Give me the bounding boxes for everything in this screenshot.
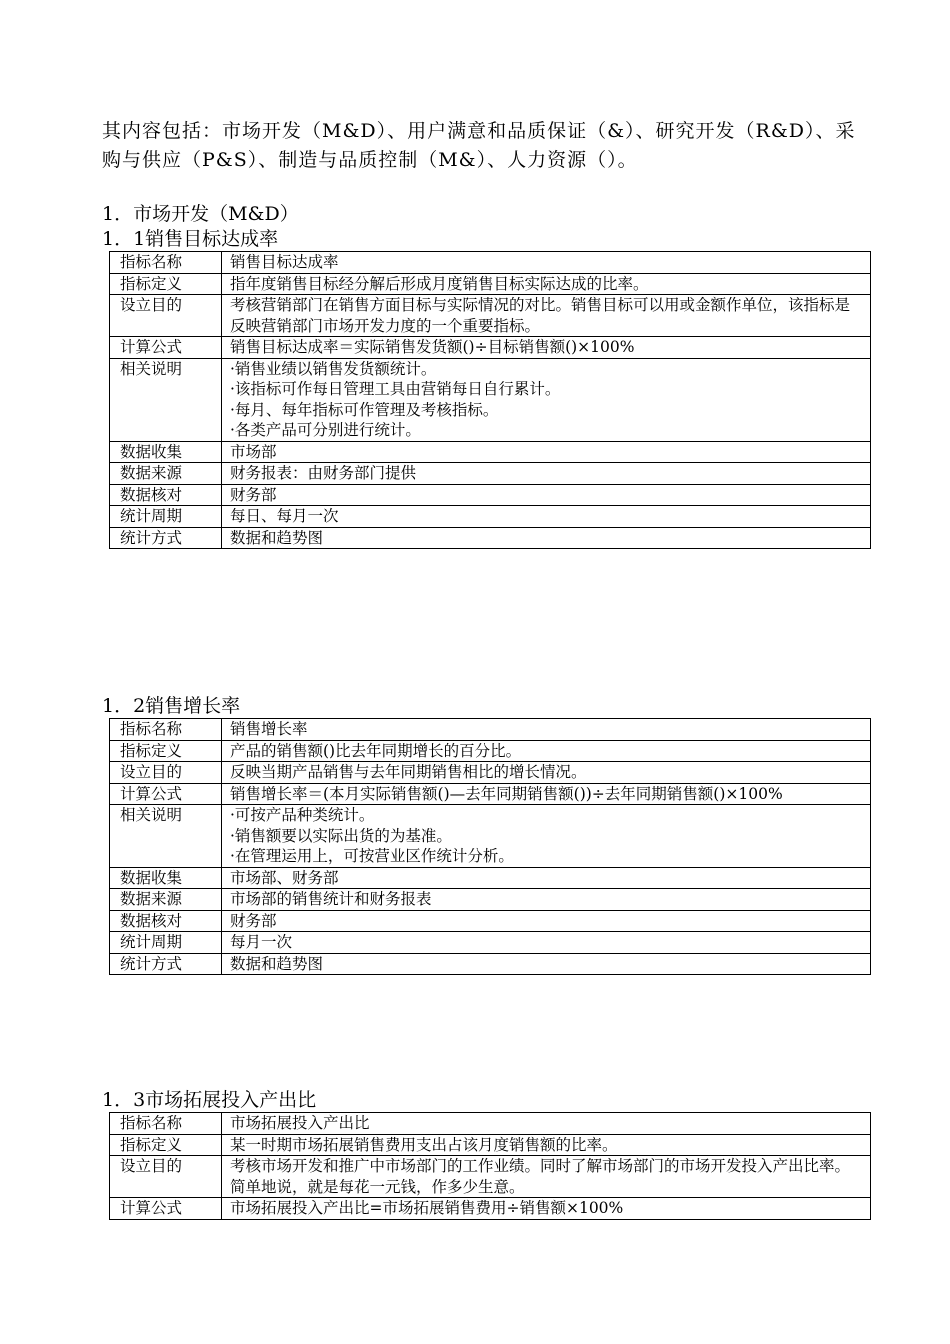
row-value: 销售增长率＝(本月实际销售额()—去年同期销售额())÷去年同期销售额()×100% [222, 783, 871, 805]
note-item: ·可按产品种类统计。 [230, 806, 375, 824]
row-value: 市场部的销售统计和财务报表 [222, 889, 871, 911]
row-value: 市场部 [222, 441, 871, 463]
table-row [110, 527, 871, 549]
row-label: 指标名称 [110, 1113, 222, 1135]
note-item: ·各类产品可分别进行统计。 [230, 421, 421, 439]
row-value: 考核市场开发和推广中市场部门的工作业绩。同时了解市场部门的市场开发投入产出比率。简单地说，就是每花一元钱，作多少生意。 [222, 1156, 871, 1198]
note-item: ·销售业绩以销售发货额统计。 [230, 359, 437, 378]
row-value: 销售目标达成率 [222, 252, 871, 274]
row-value: 某一时期市场拓展销售费用支出占该月度销售额的比率。 [222, 1134, 871, 1156]
row-label: 设立目的 [110, 295, 222, 337]
table-row [110, 783, 871, 805]
row-value: 指年度销售目标经分解后形成月度销售目标实际达成的比率。 [222, 273, 871, 295]
row-label: 指标名称 [110, 719, 222, 741]
row-label: 数据来源 [110, 889, 222, 911]
row-label: 数据收集 [110, 441, 222, 463]
row-value: 市场拓展投入产出比=市场拓展销售费用÷销售额×100% [222, 1198, 871, 1220]
table-row [110, 889, 871, 911]
row-value: 销售目标达成率＝实际销售发货额()÷目标销售额()×100% [222, 337, 871, 359]
table-row [110, 805, 871, 868]
note-item: ·该指标可作每日管理工具由营销每日自行累计。 [230, 380, 561, 398]
row-value: 每月一次 [222, 932, 871, 954]
row-label: 统计方式 [110, 527, 222, 549]
subsection-heading-market-expansion-ratio: 1．3市场拓展投入产出比 [102, 1089, 317, 1111]
row-value: 每日、每月一次 [222, 506, 871, 528]
row-label: 统计周期 [110, 506, 222, 528]
row-label: 计算公式 [110, 337, 222, 359]
kpi-table-sales-target-rate [109, 251, 871, 549]
row-value: 财务部 [222, 484, 871, 506]
row-label: 指标定义 [110, 273, 222, 295]
row-label: 数据来源 [110, 463, 222, 485]
table-row [110, 252, 871, 274]
row-label: 指标定义 [110, 1134, 222, 1156]
table-row [110, 337, 871, 359]
row-value: 产品的销售额()比去年同期增长的百分比。 [222, 740, 871, 762]
table-row [110, 1134, 871, 1156]
table-row [110, 463, 871, 485]
row-label: 计算公式 [110, 783, 222, 805]
subsection-heading-sales-target-rate: 1．1销售目标达成率 [102, 228, 279, 250]
row-value-notes [222, 805, 871, 868]
table-row [110, 484, 871, 506]
table-row [110, 740, 871, 762]
row-value: 考核营销部门在销售方面目标与实际情况的对比。销售目标可以用或金额作单位，该指标是反映营销部门市场开发力度的一个重要指标。 [222, 295, 871, 337]
row-label: 相关说明 [110, 805, 222, 868]
row-label: 指标名称 [110, 252, 222, 274]
row-value: 反映当期产品销售与去年同期销售相比的增长情况。 [222, 762, 871, 784]
table-row [110, 932, 871, 954]
row-label: 数据收集 [110, 867, 222, 889]
table-row [110, 1113, 871, 1135]
row-value: 财务报表：由财务部门提供 [222, 463, 871, 485]
row-label: 计算公式 [110, 1198, 222, 1220]
row-label: 统计方式 [110, 953, 222, 975]
table-row [110, 762, 871, 784]
table-row [110, 295, 871, 337]
table-row [110, 441, 871, 463]
table-row [110, 1198, 871, 1220]
table-row [110, 910, 871, 932]
row-value-notes [222, 358, 871, 441]
row-value: 市场拓展投入产出比 [222, 1113, 871, 1135]
row-label: 指标定义 [110, 740, 222, 762]
note-item: ·销售额要以实际出货的为基准。 [230, 826, 452, 845]
row-label: 设立目的 [110, 762, 222, 784]
row-label: 设立目的 [110, 1156, 222, 1198]
table-row [110, 506, 871, 528]
table-row [110, 867, 871, 889]
row-label: 相关说明 [110, 358, 222, 441]
row-value: 销售增长率 [222, 719, 871, 741]
intro-paragraph: 其内容包括：市场开发（M&D）、用户满意和品质保证（&）、研究开发（R&D）、采购与供应（P&S）、制造与品质控制（M&）、人力资源（）。 [102, 120, 856, 171]
table-row [110, 953, 871, 975]
table-row [110, 1156, 871, 1198]
row-value: 数据和趋势图 [222, 953, 871, 975]
table-row [110, 719, 871, 741]
kpi-table-market-expansion-ratio [109, 1112, 871, 1220]
row-value: 市场部、财务部 [222, 867, 871, 889]
table-row [110, 358, 871, 441]
subsection-heading-sales-growth-rate: 1．2销售增长率 [102, 695, 241, 717]
kpi-table-sales-growth-rate [109, 718, 871, 975]
table-row [110, 273, 871, 295]
row-label: 数据核对 [110, 484, 222, 506]
row-label: 统计周期 [110, 932, 222, 954]
section-heading-market-development: 1．市场开发（M&D） [102, 203, 299, 225]
row-value: 财务部 [222, 910, 871, 932]
note-item: ·在管理运用上，可按营业区作统计分析。 [230, 847, 514, 865]
row-label: 数据核对 [110, 910, 222, 932]
note-item: ·每月、每年指标可作管理及考核指标。 [230, 400, 499, 419]
row-value: 数据和趋势图 [222, 527, 871, 549]
